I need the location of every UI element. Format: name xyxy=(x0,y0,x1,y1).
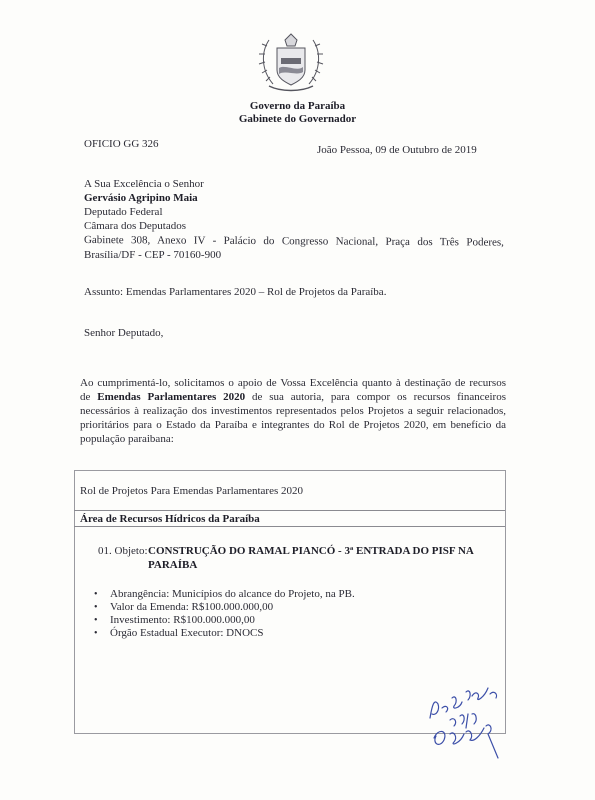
detail-item-coverage: • Abrangência: Municípios do alcance do Projeto, na PB. xyxy=(94,588,474,601)
body-line-2-pre: de xyxy=(80,391,98,403)
object-title-line1: CONSTRUÇÃO DO RAMAL PIANCÓ - 3ª ENTRADA DO PISF NA xyxy=(148,545,474,557)
body-line-4: prioritários para o Estado da Paraíba e integrantes do Rol de Projetos 2020, em benefício da xyxy=(80,419,506,431)
coat-of-arms xyxy=(255,32,327,94)
recipient-address-line1: Gabinete 308, Anexo IV - Palácio do Congresso Nacional, Praça dos Três Poderes, xyxy=(83,233,504,249)
header-cabinet: Gabinete do Governador xyxy=(238,113,357,125)
recipient-title: Deputado Federal xyxy=(84,206,163,218)
letter-date: João Pessoa, 09 de Outubro de 2019 xyxy=(317,144,477,156)
object-title-line2: PARAÍBA xyxy=(148,559,198,571)
object-prefix: 01. Objeto: xyxy=(98,545,148,557)
table-title: Rol de Projetos Para Emendas Parlamentares 2020 xyxy=(80,485,304,497)
letter-subject: Assunto: Emendas Parlamentares 2020 – Rol de Projetos da Paraíba. xyxy=(84,286,387,298)
letter-reference: OFICIO GG 326 xyxy=(84,138,159,150)
letter-body xyxy=(80,376,506,446)
letter-greeting: Senhor Deputado, xyxy=(84,327,164,339)
table-divider-2 xyxy=(74,526,505,527)
recipient-name: Gervásio Agripino Maia xyxy=(84,192,198,204)
table-divider-1 xyxy=(74,510,505,511)
object-details-list xyxy=(94,588,474,640)
body-line-3: necessários à realização dos investimentos representados pelos Projetos a seguir relacionados, xyxy=(80,405,506,417)
salutation-line: A Sua Excelência o Senhor xyxy=(84,178,204,190)
body-line-2 xyxy=(80,390,506,404)
detail-item-investment: • Investimento: R$100.000.000,00 xyxy=(94,614,474,627)
body-emphasis: Emendas Parlamentares 2020 xyxy=(97,391,246,403)
detail-item-amendment-value: • Valor da Emenda: R$100.000.000,00 xyxy=(94,601,474,614)
recipient-org: Câmara dos Deputados xyxy=(84,220,187,232)
header-government: Governo da Paraíba xyxy=(249,100,346,112)
body-line-1: Ao cumprimentá-lo, solicitamos o apoio de Vossa Excelência quanto à destinação de recursos xyxy=(80,377,506,389)
recipient-address-line2: Brasília/DF - CEP - 70160-900 xyxy=(84,249,222,261)
handwritten-receipt-signature xyxy=(414,668,524,778)
body-line-2-post: de sua autoria, para compor os recursos financeiros xyxy=(245,391,506,403)
detail-item-executor: • Órgão Estadual Executor: DNOCS xyxy=(94,627,474,640)
table-area: Área de Recursos Hídricos da Paraíba xyxy=(80,513,260,525)
body-line-5: população paraibana: xyxy=(80,433,174,445)
